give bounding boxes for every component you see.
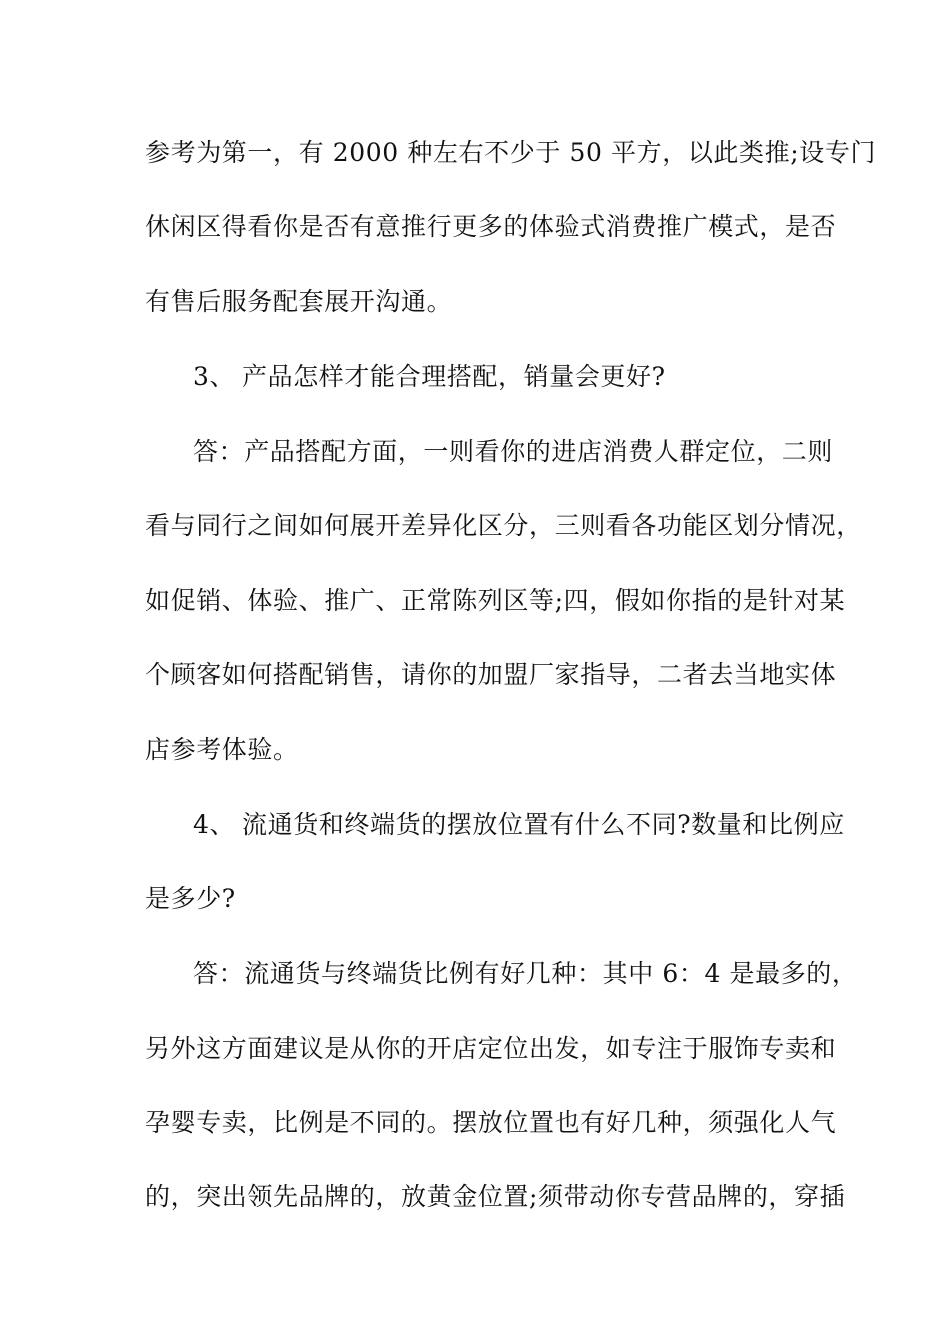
paragraph-line: 休闲区得看你是否有意推行更多的体验式消费推广模式，是否 (145, 212, 837, 241)
question-number: 3、 (193, 362, 236, 391)
paragraph-line: 是多少? (145, 884, 236, 913)
answer-line: 答：流通货与终端货比例有好几种：其中 6：4 是最多的， (193, 959, 858, 988)
question-heading (193, 362, 893, 392)
paragraph-line: 的，突出领先品牌的，放黄金位置;须带动你专营品牌的，穿插 (145, 1182, 846, 1211)
answer-line: 答：产品搭配方面，一则看你的进店消费人群定位，二则 (193, 437, 834, 466)
paragraph-line: 有售后服务配套展开沟通。 (145, 287, 453, 316)
paragraph-line: 店参考体验。 (145, 735, 299, 764)
question-text: 流通货和终端货的摆放位置有什么不同?数量和比例应 (242, 810, 845, 839)
paragraph-line: 个顾客如何搭配销售，请你的加盟厂家指导，二者去当地实体 (145, 660, 837, 689)
paragraph-line: 孕婴专卖，比例是不同的。摆放位置也有好几种，须强化人气 (145, 1108, 837, 1137)
paragraph-line: 如促销、体验、推广、正常陈列区等;四，假如你指的是针对某 (145, 586, 846, 615)
paragraph-line: 另外这方面建议是从你的开店定位出发，如专注于服饰专卖和 (145, 1034, 837, 1063)
question-heading (193, 810, 893, 840)
question-number: 4、 (193, 810, 236, 839)
question-text: 产品怎样才能合理搭配，销量会更好? (242, 362, 666, 391)
paragraph-line: 参考为第一，有 2000 种左右不少于 50 平方，以此类推;设专门 (145, 138, 877, 167)
paragraph-line: 看与同行之间如何展开差异化区分，三则看各功能区划分情况， (145, 511, 862, 540)
